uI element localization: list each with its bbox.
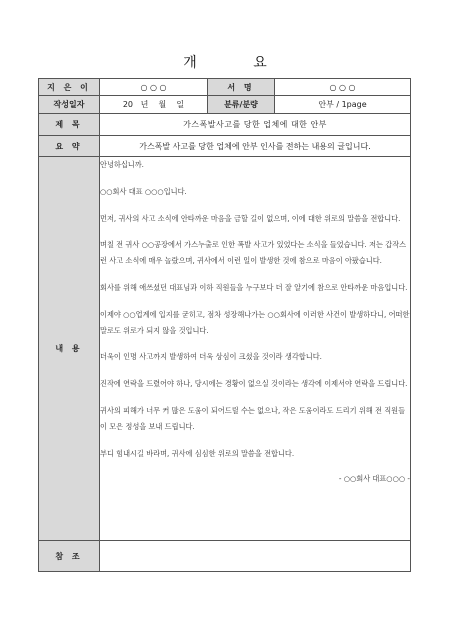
document-title: 개 요	[183, 55, 293, 71]
content-paragraph: 진작에 연락을 드렸어야 하나, 당시에는 경황이 없으실 것이라는 생각에 이제서야 연락을 드립니다.	[100, 379, 408, 389]
summary-label: 요 약	[39, 136, 100, 157]
category-value[interactable]: 안부 / 1page	[275, 96, 411, 114]
content-paragraph: 안녕하십니까.	[100, 160, 144, 169]
content-body[interactable]	[100, 157, 411, 541]
summary-value[interactable]: 가스폭발 사고를 당한 업체에 안부 인사를 전하는 내용의 글입니다.	[100, 136, 411, 157]
content-paragraph: 이제야 ○○업계에 입지를 굳히고, 점차 성장해나가는 ○○회사에 이러한 사건이 발생하다니, 어떠한 말로도 위로가 되지 않을 것입니다.	[100, 309, 410, 335]
author-label: 지 은 이	[39, 79, 100, 96]
category-label: 분류/분량	[208, 96, 275, 114]
content-paragraph: 귀사의 피해가 너무 커 많은 도움이 되어드릴 수는 없으나, 작은 도움이라도 드리기 위해 전 직원들이 모은 정성을 보내 드립니다.	[100, 405, 406, 431]
content-paragraph: 며칠 전 귀사 ○○공장에서 가스누출로 인한 폭발 사고가 있었다는 소식을 들었습니다. 저는 갑작스런 사고 소식에 매우 놀랐으며, 귀사에서 이런 일이 발생한 것에 참으로 마음이 아팠습니다.	[100, 240, 407, 266]
date-value[interactable]: 20 년 월 일	[100, 96, 208, 114]
date-label: 작성일자	[39, 96, 100, 114]
content-paragraph: 회사를 위해 애쓰셨던 대표님과 이하 직원들을 누구보다 더 잘 알기에 참으로 안타까운 마음입니다.	[100, 282, 408, 292]
overview-form	[38, 78, 411, 572]
signoff: - ○○회사 대표○○○ -	[338, 474, 410, 484]
reference-label: 참 조	[39, 541, 100, 572]
content-paragraph: 부디 힘내시길 바라며, 귀사에 심심한 위로의 말씀을 전합니다.	[100, 448, 295, 458]
reference-value[interactable]	[100, 541, 411, 572]
content-paragraph: ○○회사 대표 ○○○입니다.	[100, 186, 187, 196]
signature-value[interactable]: ○ ○ ○	[275, 79, 411, 96]
content-label: 내 용	[39, 157, 100, 541]
author-value[interactable]: ○ ○ ○	[100, 79, 208, 96]
subject-label: 제 목	[39, 114, 100, 136]
content-paragraph: 먼저, 귀사의 사고 소식에 안타까운 마음을 금할 길이 없으며, 이에 대한 위로의 말씀을 전합니다.	[100, 213, 401, 223]
content-paragraph: 더욱이 인명 사고까지 발생하여 더욱 상심이 크셨을 것이라 생각합니다.	[100, 352, 322, 362]
signature-label: 서 명	[208, 79, 275, 96]
subject-value[interactable]: 가스폭발사고를 당한 업체에 대한 안부	[100, 114, 411, 136]
